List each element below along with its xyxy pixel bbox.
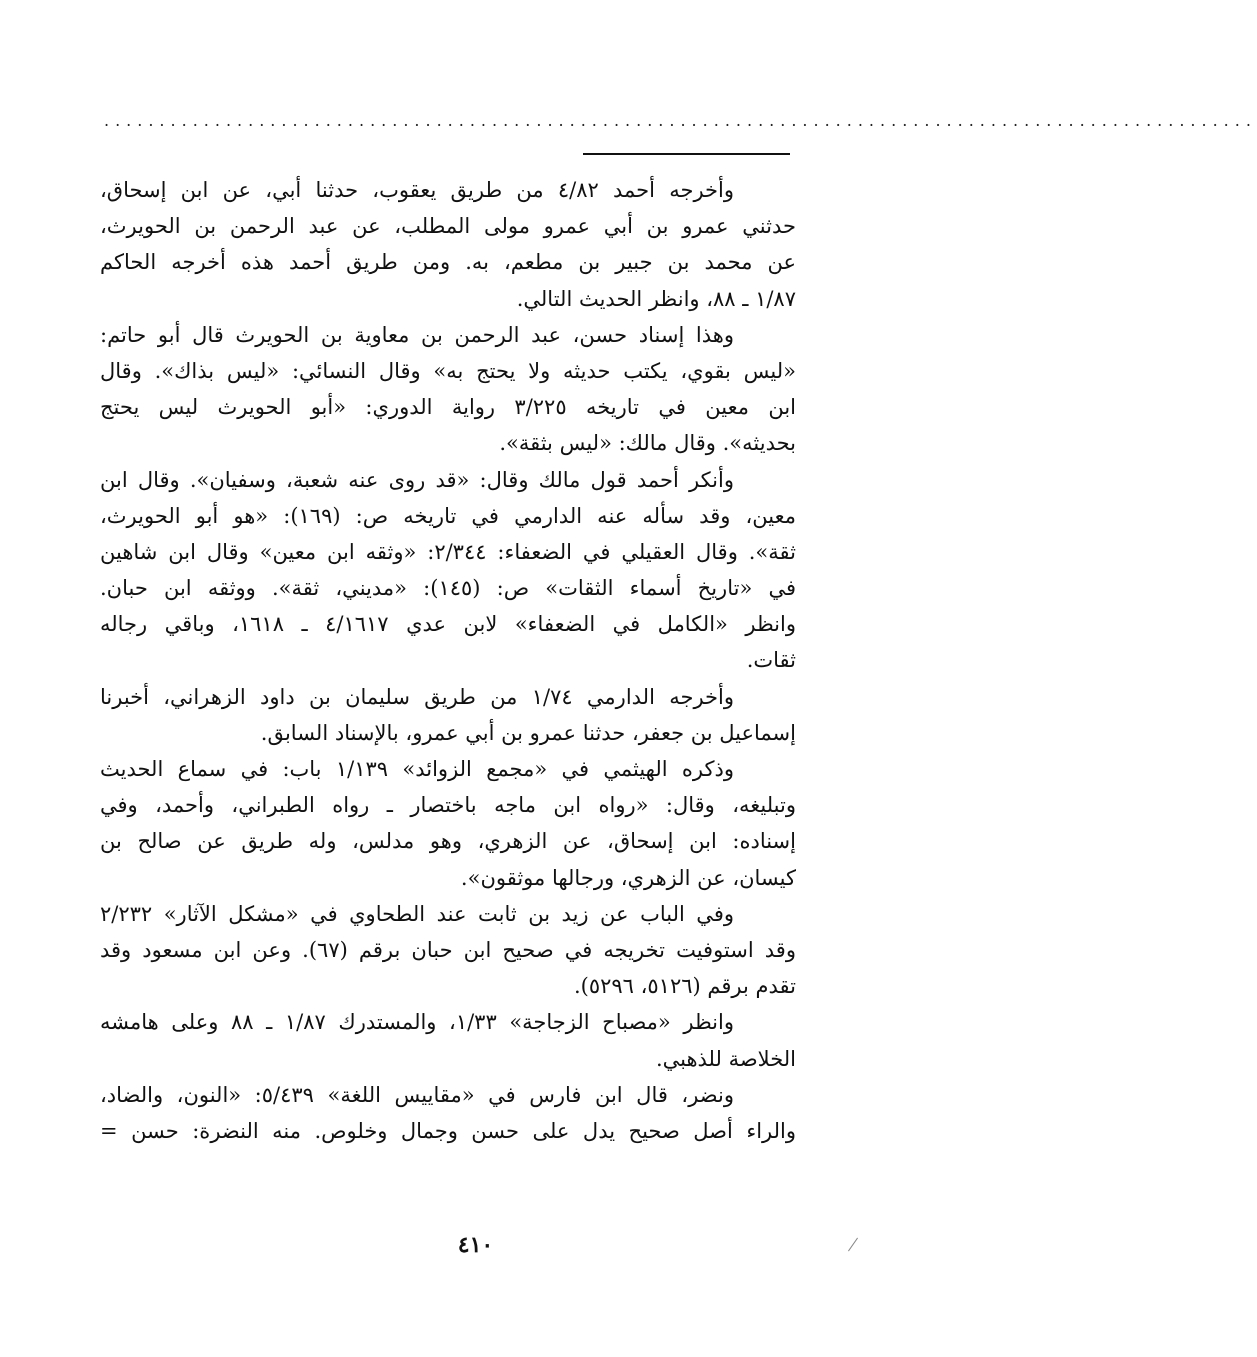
- text-line: وأنكر أحمد قول مالك وقال: «قد روى عنه شعبة، وسفيان». وقال ابن: [100, 467, 734, 492]
- text-line: وانظر «الكامل في الضعفاء» لابن عدي ٤/١٦١٧ ـ ١٦١٨، وباقي رجاله: [100, 612, 797, 637]
- text-line: ثقات.: [746, 648, 796, 673]
- text-line: معين، وقد سأله عنه الدارمي في تاريخه ص: (١٦٩): «هو أبو الحويرث،: [100, 503, 796, 528]
- paragraph: [100, 462, 796, 679]
- text-line: كيسان، عن الزهري، ورجالها موثقون».: [460, 865, 796, 890]
- text-line: إسماعيل بن جعفر، حدثنا عمرو بن أبي عمرو، بالإسناد السابق.: [260, 720, 796, 745]
- text-line: وهذا إسناد حسن، عبد الرحمن بن معاوية بن الحويرث قال أبو حاتم:: [100, 322, 734, 347]
- paragraph: [100, 1004, 796, 1076]
- text-line: ابن معين في تاريخه ٣/٢٢٥ رواية الدوري: «أبو الحويرث ليس يحتج: [100, 395, 796, 420]
- text-line: في «تاريخ أسماء الثقات» ص: (١٤٥): «مديني، ثقة». ووثقه ابن حبان.: [100, 576, 797, 601]
- footnote-rule: [583, 153, 790, 155]
- page-number: ٤١٠: [457, 1232, 494, 1258]
- text-line: بحديثه». وقال مالك: «ليس بثقة».: [499, 431, 796, 456]
- text-line: حدثني عمرو بن أبي عمرو مولى المطلب، عن عبد الرحمن بن الحويرث،: [100, 214, 796, 239]
- text-line: وتبليغه، وقال: «رواه ابن ماجه باختصار ـ رواه الطبراني، وأحمد، وفي: [100, 793, 796, 818]
- dotted-separator: ........................................................................................................: [104, 111, 1257, 130]
- footnote-text: [100, 172, 796, 1149]
- text-line: إسناده: ابن إسحاق، عن الزهري، وهو مدلس، وله طريق عن صالح بن: [100, 829, 796, 854]
- text-line: وانظر «مصباح الزجاجة» ١/٣٣، والمستدرك ١/٨٧ ـ ٨٨ وعلى هامشه: [100, 1010, 734, 1035]
- text-line: وذكره الهيثمي في «مجمع الزوائد» ١/١٣٩ باب: في سماع الحديث: [100, 757, 734, 781]
- paragraph: [100, 751, 796, 896]
- text-line: وقد استوفيت تخريجه في صحيح ابن حبان برقم (٦٧). وعن ابن مسعود وقد: [100, 937, 796, 962]
- text-line: الخلاصة للذهبي.: [655, 1046, 796, 1071]
- text-line: والراء أصل صحيح يدل على حسن وجمال وخلوص. منه النضرة: حسن =: [100, 1118, 796, 1143]
- paragraph: [100, 1077, 796, 1149]
- paragraph: [100, 679, 796, 751]
- text-line: وفي الباب عن زيد بن ثابت عند الطحاوي في «مشكل الآثار» ٢/٢٣٢: [100, 901, 734, 926]
- text-line: وأخرجه الدارمي ١/٧٤ من طريق سليمان بن داود الزهراني، أخبرنا: [100, 684, 734, 709]
- text-line: وأخرجه أحمد ٤/٨٢ من طريق يعقوب، حدثنا أبي، عن ابن إسحاق،: [100, 178, 734, 202]
- paragraph: [100, 172, 796, 317]
- text-line: تقدم برقم (٥١٢٦، ٥٢٩٦).: [573, 974, 796, 999]
- paragraph: [100, 896, 796, 1005]
- text-line: ثقة». وقال العقيلي في الضعفاء: ٢/٣٤٤: «وثقه ابن معين» وقال ابن شاهين: [100, 539, 796, 564]
- text-line: عن محمد بن جبير بن مطعم، به. ومن طريق أحمد هذه أخرجه الحاكم: [100, 250, 796, 275]
- text-line: «ليس بقوي، يكتب حديثه ولا يحتج به» وقال النسائي: «ليس بذاك». وقال: [100, 358, 796, 383]
- text-line: ١/٨٧ ـ ٨٨، وانظر الحديث التالي.: [516, 286, 796, 311]
- text-line: ونضر، قال ابن فارس في «مقاييس اللغة» ٥/٤٣٩: «النون، والضاد،: [100, 1082, 734, 1107]
- paragraph: [100, 317, 796, 462]
